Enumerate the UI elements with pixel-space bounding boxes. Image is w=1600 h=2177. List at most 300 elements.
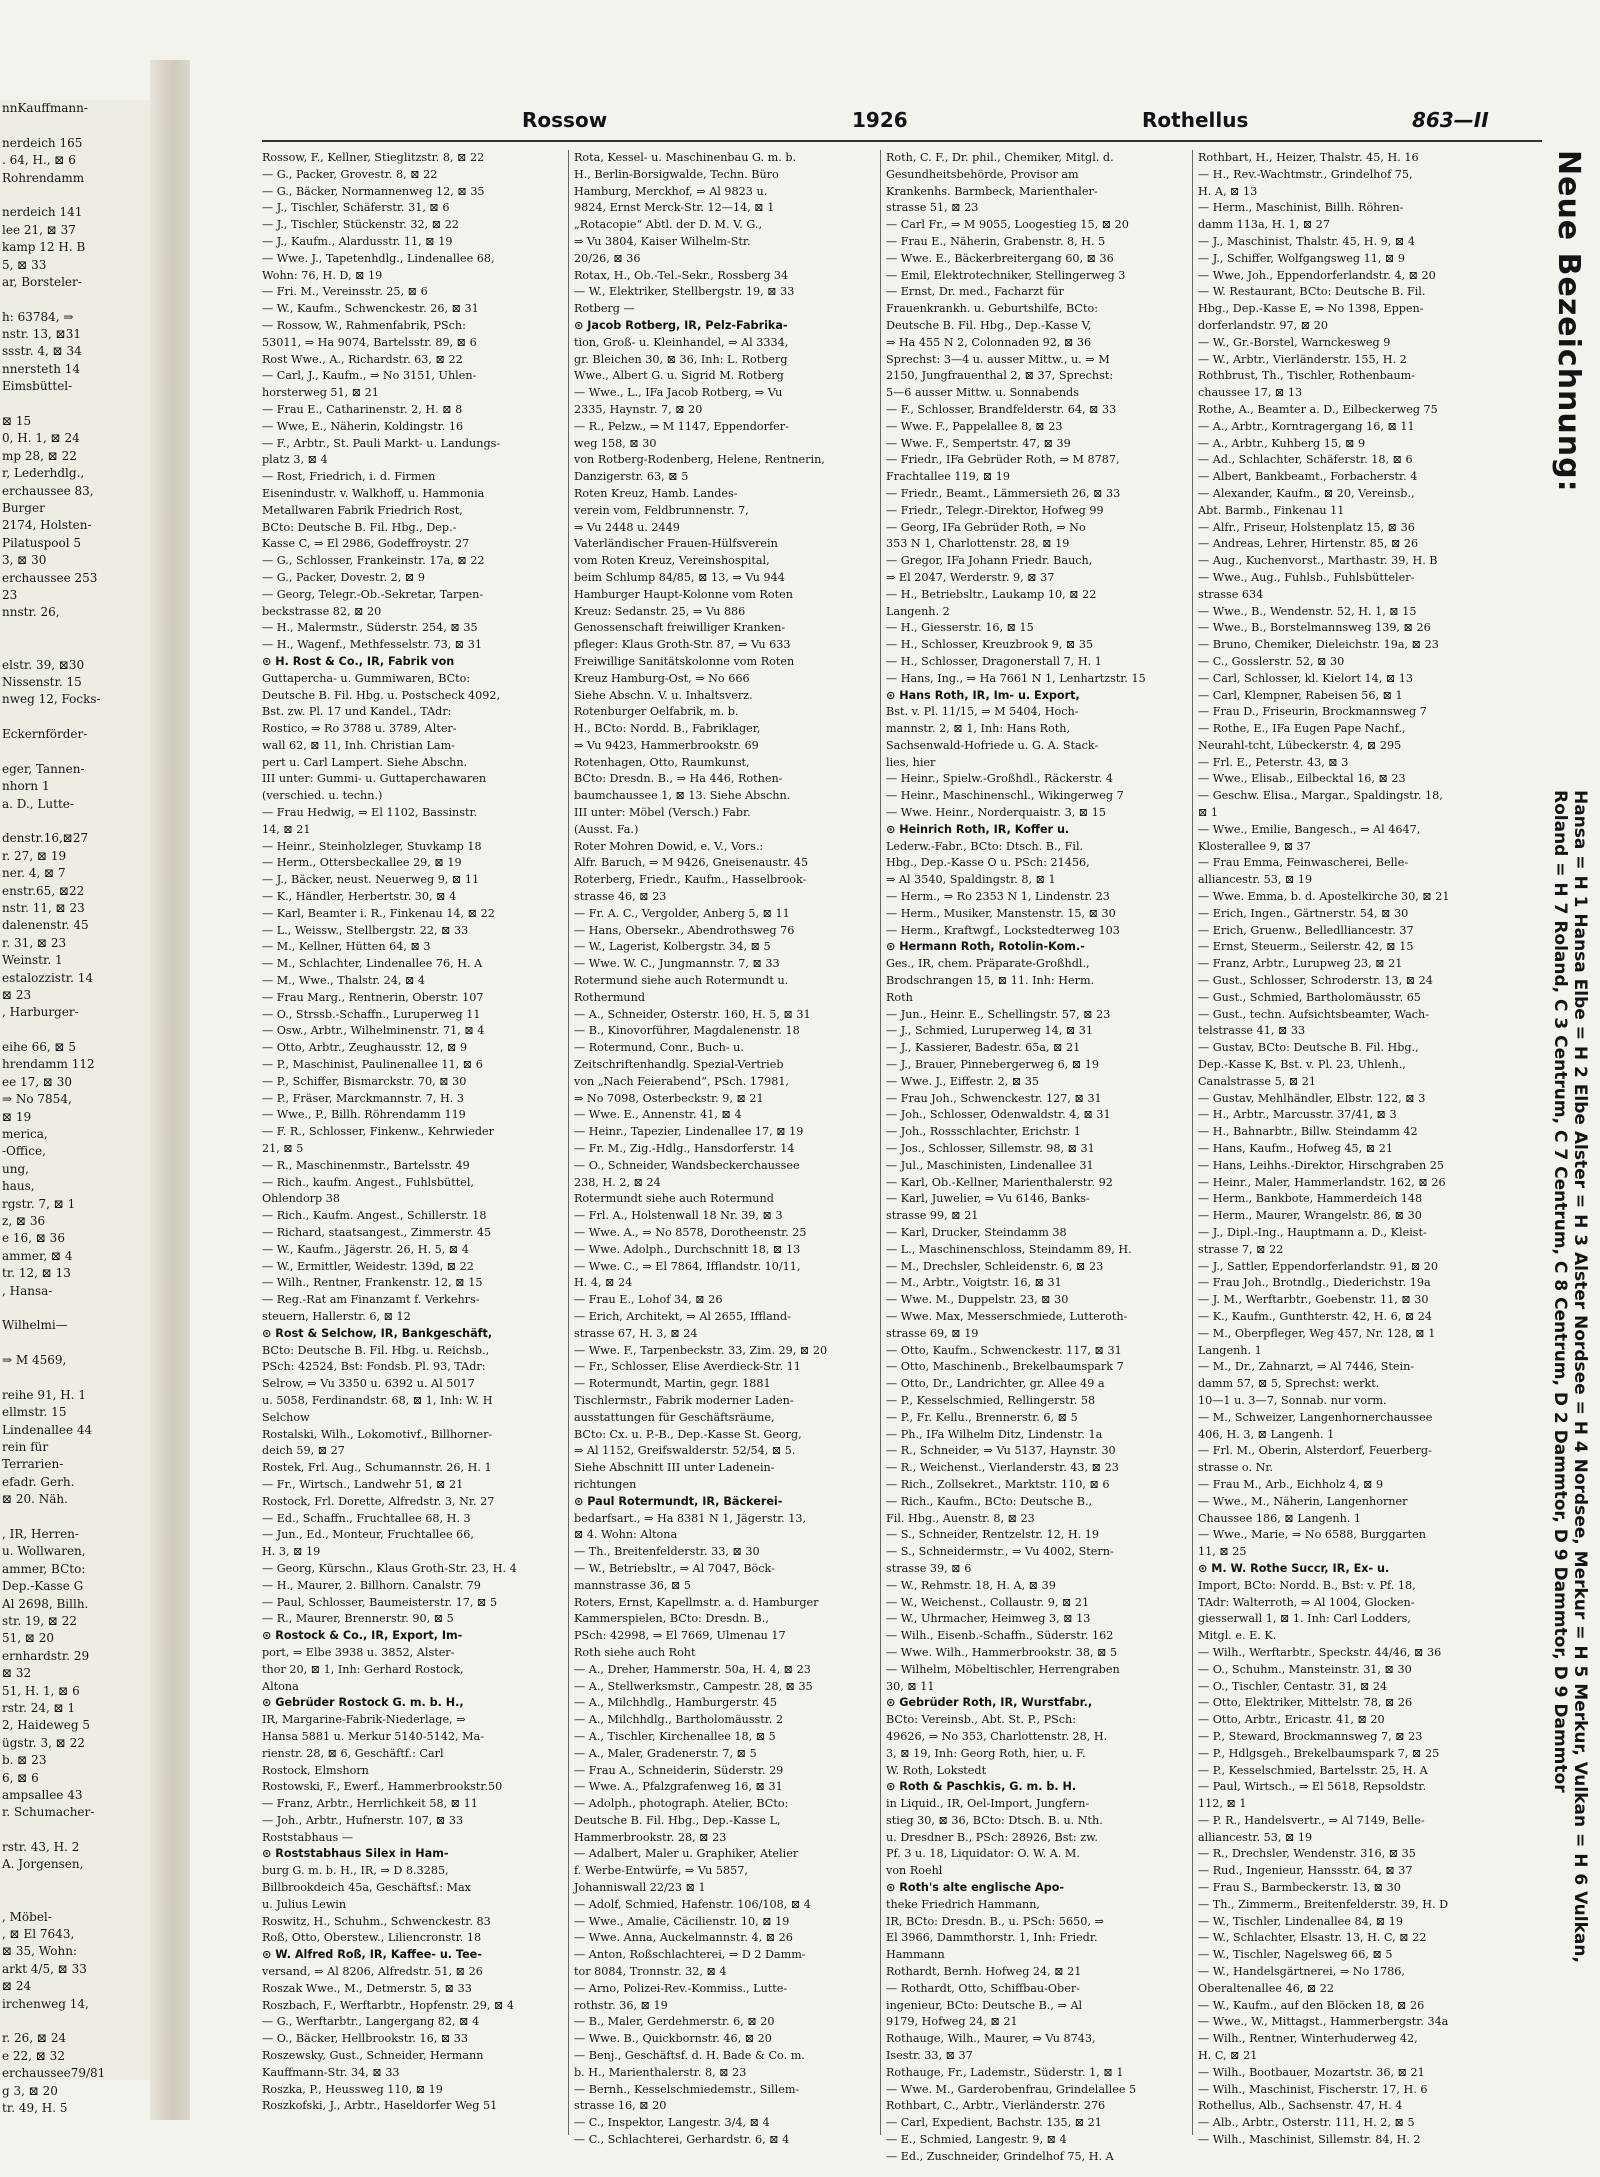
edge-text-line: ampsallee 43 — [2, 1787, 83, 1802]
directory-entry-line: Ges., IR, chem. Präparate-Großhdl., — [886, 957, 1090, 971]
directory-entry-line: — J., Schmied, Luruperweg 14, ⊠ 31 — [886, 1024, 1093, 1038]
edge-text-line: 0, H. 1, ⊠ 24 — [2, 431, 80, 446]
directory-entry-line: — J., Tischler, Stückenstr. 32, ⊠ 22 — [262, 218, 459, 232]
directory-entry-line: Billbrookdeich 45a, Geschäftsf.: Max — [262, 1881, 471, 1895]
directory-entry-line: — Rossow, W., Rahmenfabrik, PSch: — [262, 318, 466, 332]
directory-entry-line: TAdr: Walterroth, ⇒ Al 1004, Glocken- — [1198, 1595, 1415, 1609]
directory-column-2 — [574, 150, 881, 2147]
directory-entry-line: Oberaltenallee 46, ⊠ 22 — [1198, 1981, 1335, 1995]
directory-entry-line: El 3966, Dammthorstr. 1, Inh: Friedr. — [886, 1931, 1098, 1945]
directory-entry-line: Rotermundt siehe auch Rotermund — [574, 1192, 774, 1206]
edge-text-line: r. 27, ⊠ 19 — [2, 848, 67, 863]
directory-entry-line: Ohlendorp 38 — [262, 1192, 340, 1206]
edge-text-line: r. 26, ⊠ 24 — [2, 2031, 67, 2046]
directory-entry-line: — Wilh., Rentner, Winterhuderweg 42, — [1198, 2032, 1418, 2046]
edge-text-line: tr. 49, H. 5 — [2, 2100, 68, 2115]
directory-entry-line: — Adalbert, Maler u. Graphiker, Atelier — [574, 1847, 799, 1861]
directory-entry-line: pfleger: Klaus Groth-Str. 87, ⇒ Vu 633 — [574, 638, 791, 652]
edge-text-line: arkt 4/5, ⊠ 33 — [2, 1961, 87, 1976]
directory-entry-line: — J., Dipl.-Ing., Hauptmann a. D., Kleist- — [1198, 1226, 1427, 1239]
directory-entry-line: Guttapercha- u. Gummiwaren, BCto: — [262, 671, 471, 685]
edge-text-line: rstr. 24, ⊠ 1 — [2, 1700, 76, 1715]
edge-text-line: nnstr. 26, — [2, 605, 60, 620]
directory-entry-line: — Hans, Ing., ⇒ Ha 7661 N 1, Lenhartzstr. 15 — [886, 671, 1146, 685]
directory-entry-line: — Herm., Maschinist, Billh. Röhren- — [1198, 201, 1404, 215]
edge-text-line: ellmstr. 15 — [2, 1405, 67, 1420]
directory-entry-line: 20/26, ⊠ 36 — [574, 251, 641, 265]
directory-entry-line: Rota, Kessel- u. Maschinenbau G. m. b. — [574, 151, 797, 164]
directory-entry-line: tion, Groß- u. Kleinhandel, ⇒ Al 3334, — [574, 335, 789, 349]
directory-entry-line: Hbg., Dep.-Kasse E, ⇒ No 1398, Eppen- — [1198, 302, 1424, 316]
directory-entry-line: — J., Schiffer, Wolfgangsweg 11, ⊠ 9 — [1198, 251, 1405, 265]
edge-text-line — [0, 813, 150, 830]
directory-entry-line: platz 3, ⊠ 4 — [262, 453, 328, 467]
directory-entry-line: — Alfr., Friseur, Holstenplatz 15, ⊠ 36 — [1198, 520, 1415, 534]
directory-entry-line: Rotermund siehe auch Rotermundt u. — [574, 974, 789, 988]
edge-text-line: g 3, ⊠ 20 — [2, 2083, 58, 2098]
directory-entry-line: — Bruno, Chemiker, Dieleichstr. 19a, ⊠ 23 — [1198, 638, 1439, 652]
directory-entry-line: Rotenburger Oelfabrik, m. b. — [574, 705, 739, 719]
directory-entry-line: — Hans, Obersekr., Abendrothsweg 76 — [574, 923, 795, 937]
directory-entry-line: ⊙ M. W. Rothe Succr, IR, Ex- u. — [1198, 1561, 1390, 1575]
directory-entry-line: — Fri. M., Vereinsstr. 25, ⊠ 6 — [262, 285, 428, 299]
edge-text-line: str. 19, ⊠ 22 — [2, 1613, 78, 1628]
directory-entry-line: Roszka, P., Heussweg 110, ⊠ 19 — [262, 2082, 443, 2096]
directory-entry-line: Rothauge, Wilh., Maurer, ⇒ Vu 8743, — [886, 2032, 1096, 2046]
directory-entry-line: — P., Fr. Kellu., Brennerstr. 6, ⊠ 5 — [886, 1410, 1078, 1424]
directory-entry-line: — G., Werftarbtr., Langergang 82, ⊠ 4 — [262, 2015, 480, 2029]
directory-entry-line: Hamburg, Merckhof, ⇒ Al 9823 u. — [574, 184, 768, 198]
edge-text-line: ⊠ 35, Wohn: — [2, 1944, 78, 1959]
directory-entry-line: — F. R., Schlosser, Finkenw., Kehrwieder — [262, 1125, 494, 1139]
directory-entry-line: — W., Handelsgärtnerei, ⇒ No 1786, — [1198, 1965, 1405, 1979]
directory-entry-line: ⊠ 1 — [1198, 806, 1219, 820]
directory-entry-line: dorferlandstr. 97, ⊠ 20 — [1198, 318, 1328, 332]
directory-entry-line: — Erich, Gruenw., Belledlliancestr. 37 — [1198, 923, 1414, 937]
directory-entry-line: 9824, Ernst Merck-Str. 12—14, ⊠ 1 — [574, 201, 775, 215]
directory-entry-line: Isestr. 33, ⊠ 37 — [886, 2049, 973, 2063]
directory-entry-line: — A., Schneider, Osterstr. 160, H. 5, ⊠ 31 — [574, 1007, 811, 1021]
directory-entry-line: Metallwaren Fabrik Friedrich Rost, — [262, 503, 463, 517]
directory-entry-line: — Wilhelm, Möbeltischler, Herrengraben — [886, 1662, 1120, 1676]
directory-entry-line: Hbg., Dep.-Kasse O u. PSch: 21456, — [886, 856, 1090, 870]
directory-entry-line: Hansa 5881 u. Merkur 5140-5142, Ma- — [262, 1729, 484, 1743]
directory-entry-line: weg 158, ⊠ 30 — [574, 436, 657, 450]
directory-entry-line: damm 57, ⊠ 5, Sprechst: werkt. — [1198, 1377, 1380, 1391]
directory-entry-line: — Andreas, Lehrer, Hirtenstr. 85, ⊠ 26 — [1198, 537, 1419, 551]
directory-entry-line: — Otto, Arbtr., Ericastr. 41, ⊠ 20 — [1198, 1713, 1385, 1727]
edge-text-line — [0, 1822, 150, 1839]
directory-entry-line: — M., Dr., Zahnarzt, ⇒ Al 7446, Stein- — [1198, 1360, 1415, 1374]
directory-entry-line: — J., Kaufm., Alardusstr. 11, ⊠ 19 — [262, 234, 453, 248]
directory-entry-line: — S., Schneidermstr., ⇒ Vu 4002, Stern- — [886, 1545, 1114, 1559]
directory-entry-line: Langenh. 2 — [886, 604, 950, 618]
directory-entry-line: — Ph., IFa Wilhelm Ditz, Lindenstr. 1a — [886, 1427, 1103, 1441]
directory-entry-line: — W., Lagerist, Kolbergstr. 34, ⊠ 5 — [574, 940, 771, 954]
directory-entry-line: — R., Drechsler, Wendenstr. 316, ⊠ 35 — [1198, 1847, 1416, 1861]
directory-entry-line: — Franz, Arbtr., Lurupweg 23, ⊠ 21 — [1198, 957, 1403, 971]
directory-entry-line: — Wwe. E., Bäckerbreitergang 60, ⊠ 36 — [886, 251, 1114, 265]
directory-entry-line: — W., Arbtr., Vierländerstr. 155, H. 2 — [1198, 352, 1407, 366]
directory-entry-line: — J., Brauer, Pinnebergerweg 6, ⊠ 19 — [886, 1058, 1100, 1072]
directory-entry-line: damm 113a, H. 1, ⊠ 27 — [1198, 218, 1331, 232]
directory-entry-line: steuern, Hallerstr. 6, ⊠ 12 — [262, 1309, 411, 1323]
directory-entry-line: PSch: 42524, Bst: Fondsb. Pl. 93, TAdr: — [262, 1360, 486, 1374]
directory-entry-line: — Ernst, Dr. med., Facharzt für — [886, 285, 1064, 299]
edge-text-line: ⊠ 24 — [2, 1979, 32, 1994]
directory-entry-line: H. A, ⊠ 13 — [1198, 184, 1258, 198]
directory-entry-line: — Wilh., Maschinist, Fischerstr. 17, H. 6 — [1198, 2082, 1428, 2096]
directory-entry-line: Rothauge, Fr., Lademstr., Süderstr. 1, ⊠ 1 — [886, 2065, 1124, 2079]
header-rule — [262, 140, 1542, 142]
directory-entry-line: — Rich., Kaufm. Angest., Schillerstr. 18 — [262, 1209, 487, 1223]
directory-entry-line: — Osw., Arbtr., Wilhelminenstr. 71, ⊠ 4 — [262, 1024, 485, 1038]
directory-entry-line: Gesundheitsbehörde, Provisor am — [886, 167, 1079, 181]
directory-entry-line: Zeitschriftenhandlg. Spezial-Vertrieb — [574, 1058, 784, 1072]
directory-entry-line: telstrasse 41, ⊠ 33 — [1198, 1024, 1306, 1038]
directory-entry-line: — P., Hdlgsgeh., Brekelbaumspark 7, ⊠ 25 — [1198, 1746, 1440, 1760]
edge-text-line — [0, 743, 150, 760]
directory-entry-line: — S., Schneider, Rentzelstr. 12, H. 19 — [886, 1528, 1099, 1542]
directory-entry-line: — Wwe. Emma, b. d. Apostelkirche 30, ⊠ 21 — [1198, 890, 1450, 904]
directory-entry-line: Deutsche B. Fil. Hbg. u. Postscheck 4092, — [262, 688, 501, 702]
directory-entry-line: — C., Schlachterei, Gerhardstr. 6, ⊠ 4 — [574, 2133, 790, 2147]
directory-entry-line: — Wwe. J., Eiffestr. 2, ⊠ 35 — [886, 1074, 1040, 1088]
directory-entry-line: — Friedr., Beamt., Lämmersieth 26, ⊠ 33 — [886, 486, 1121, 500]
directory-entry-line: — Reg.-Rat am Finanzamt f. Verkehrs- — [262, 1293, 480, 1307]
directory-entry-line: — Joh., Arbtr., Hufnerstr. 107, ⊠ 33 — [262, 1813, 464, 1827]
directory-entry-line: 5—6 ausser Mittw. u. Sonnabends — [886, 386, 1079, 400]
directory-entry-line: strasse 69, ⊠ 19 — [886, 1326, 979, 1340]
side-banner-line-2: Roland = H 7 Roland, C 3 Centrum, C 7 Centrum, C 8 Centrum, D 2 Dammtor, D 9 Dammtor, D 9 Dammtor — [1550, 790, 1570, 1793]
directory-entry-line: 406, H. 3, ⊠ Langenh. 1 — [1198, 1427, 1335, 1441]
directory-entry-line: Roter Mohren Dowid, e. V., Vors.: — [574, 839, 764, 853]
directory-entry-line: — P., Kesselschmied, Rellingerstr. 58 — [886, 1393, 1096, 1407]
directory-entry-line: strasse 67, H. 3, ⊠ 24 — [574, 1326, 698, 1340]
directory-entry-line: — Hans, Leihhs.-Direktor, Hirschgraben 25 — [1198, 1158, 1444, 1172]
edge-text-line: r. 31, ⊠ 23 — [2, 935, 67, 950]
directory-entry-line: — Ad., Schlachter, Schäferstr. 18, ⊠ 6 — [1198, 453, 1413, 467]
edge-text-line: hrendamm 112 — [2, 1057, 95, 1072]
directory-entry-line: — B., Maler, Gerdehmerstr. 6, ⊠ 20 — [574, 2015, 775, 2029]
directory-entry-line: Johanniswall 22/23 ⊠ 1 — [574, 1881, 706, 1895]
directory-entry-line: — W., Tischler, Nagelsweg 66, ⊠ 5 — [1198, 1948, 1393, 1962]
directory-entry-line: — Gregor, IFa Johann Friedr. Bauch, — [886, 554, 1093, 568]
directory-entry-line: — R., Schneider, ⇒ Vu 5137, Haynstr. 30 — [886, 1444, 1116, 1458]
directory-entry-line: Import, BCto: Nordd. B., Bst: v. Pf. 18, — [1198, 1578, 1416, 1592]
directory-entry-line: Freiwillige Sanitätskolonne vom Roten — [574, 654, 795, 668]
edge-text-line — [0, 187, 150, 204]
directory-entry-line: — W., Weichenst., Collaustr. 9, ⊠ 21 — [886, 1595, 1090, 1609]
edge-text-line: , Hansa- — [2, 1283, 53, 1298]
directory-entry-line: — Wwe. F., Tarpenbeckstr. 33, Zim. 29, ⊠ 20 — [574, 1343, 828, 1357]
header-left-word: Rossow — [522, 108, 608, 132]
directory-entry-line: Selchow — [262, 1410, 310, 1424]
directory-entry-line: Rostek, Frl. Aug., Schumannstr. 26, H. 1 — [262, 1461, 492, 1475]
edge-text-line — [0, 2013, 150, 2030]
directory-entry-line: Rothellus, Alb., Sachsenstr. 47, H. 4 — [1198, 2099, 1403, 2113]
directory-entry-line: — Wwe., W., Mittagst., Hammerbergstr. 34a — [1198, 2015, 1449, 2029]
edge-text-line: rgstr. 7, ⊠ 1 — [2, 1196, 76, 1211]
directory-entry-line: Chaussee 186, ⊠ Langenh. 1 — [1198, 1511, 1362, 1525]
directory-entry-line: — Otto, Kaufm., Schwenckestr. 117, ⊠ 31 — [886, 1343, 1122, 1357]
directory-column-4 — [1198, 150, 1504, 2147]
directory-entry-line: ⊙ Hans Roth, IR, Im- u. Export, — [886, 688, 1080, 702]
directory-entry-line: — H., Bahnarbtr., Billw. Steindamm 42 — [1198, 1125, 1418, 1139]
directory-entry-line: — A., Tischler, Kirchenallee 18, ⊠ 5 — [574, 1729, 776, 1743]
directory-entry-line: — Rothardt, Otto, Schiffbau-Ober- — [886, 1981, 1080, 1995]
page-header — [262, 108, 1542, 134]
directory-entry-line: — Otto, Arbtr., Zeughausstr. 12, ⊠ 9 — [262, 1041, 468, 1055]
directory-entry-line: — H., Betriebsltr., Laukamp 10, ⊠ 22 — [886, 587, 1097, 601]
directory-entry-line: — P., Steward, Brockmannsweg 7, ⊠ 23 — [1198, 1729, 1423, 1743]
directory-entry-line: — W., Tischler, Lindenallee 84, ⊠ 19 — [1198, 1914, 1403, 1928]
directory-entry-line: — A., Milchhdlg., Bartholomäusstr. 2 — [574, 1713, 784, 1727]
header-year: 1926 — [852, 108, 908, 132]
edge-text-line: reihe 91, H. 1 — [2, 1387, 86, 1402]
directory-entry-line: — M., Schweizer, Langenhornerchaussee — [1198, 1410, 1433, 1424]
directory-entry-line: Genossenschaft freiwilliger Kranken- — [574, 621, 786, 635]
directory-entry-line: — W., Betriebsltr., ⇒ Al 7047, Böck- — [574, 1561, 775, 1575]
edge-text-line — [0, 639, 150, 656]
directory-entry-line: — C., Gosslerstr. 52, ⊠ 30 — [1198, 654, 1345, 668]
directory-entry-line: tor 8084, Tronnstr. 32, ⊠ 4 — [574, 1965, 727, 1979]
edge-text-line: dalenenstr. 45 — [2, 918, 89, 933]
directory-entry-line: — Herm., Ottersbeckallee 29, ⊠ 19 — [262, 856, 462, 870]
edge-text-line — [0, 1335, 150, 1352]
directory-entry-line: — Georg, IFa Gebrüder Roth, ⇒ No — [886, 520, 1086, 534]
edge-text-line: , ⊠ El 7643, — [2, 1927, 75, 1942]
directory-entry-line: — H., Giesserstr. 16, ⊠ 15 — [886, 621, 1034, 635]
edge-text-line: haus, — [2, 1179, 35, 1194]
directory-entry-line: Langenh. 1 — [1198, 1343, 1262, 1357]
directory-entry-line: — O., Schuhm., Mansteinstr. 31, ⊠ 30 — [1198, 1662, 1412, 1676]
directory-entry-line: Roststabhaus — — [262, 1830, 354, 1844]
directory-entry-line: — J., Sattler, Eppendorferlandstr. 91, ⊠ 20 — [1198, 1259, 1439, 1273]
edge-text-line — [0, 622, 150, 639]
directory-entry-line: — C., Inspektor, Langestr. 3/4, ⊠ 4 — [574, 2116, 770, 2130]
directory-entry-line: verein vom, Feldbrunnenstr. 7, — [574, 503, 749, 517]
directory-entry-line: — A., Maler, Gradenerstr. 7, ⊠ 5 — [574, 1746, 757, 1760]
directory-entry-line: ⊙ Rost & Selchow, IR, Bankgeschäft, — [262, 1326, 493, 1340]
directory-entry-line: — K., Händler, Herbertstr. 30, ⊠ 4 — [262, 890, 457, 904]
directory-entry-line: — Wwe., Elisab., Eilbecktal 16, ⊠ 23 — [1198, 772, 1406, 786]
directory-entry-line: ⇒ Vu 3804, Kaiser Wilhelm-Str. — [574, 234, 751, 248]
directory-entry-line: ⇒ El 2047, Werderstr. 9, ⊠ 37 — [886, 570, 1055, 584]
edge-text-line: Nissenstr. 15 — [2, 674, 82, 689]
directory-entry-line: — H., Arbtr., Marcusstr. 37/41, ⊠ 3 — [1198, 1108, 1397, 1122]
directory-entry-line: Rothe, A., Beamter a. D., Eilbeckerweg 75 — [1198, 402, 1438, 416]
edge-text-line: 51, ⊠ 20 — [2, 1631, 55, 1646]
directory-entry-line: — Fr., Wirtsch., Landwehr 51, ⊠ 21 — [262, 1477, 464, 1491]
directory-entry-line: Roters, Ernst, Kapellmstr. a. d. Hamburger — [574, 1595, 819, 1609]
directory-entry-line: PSch: 42998, ⇒ El 7669, Ulmenau 17 — [574, 1629, 786, 1643]
directory-entry-line: Hamburger Haupt-Kolonne vom Roten — [574, 587, 793, 601]
directory-entry-line: — Carl, J., Kaufm., ⇒ No 3151, Uhlen- — [262, 369, 477, 383]
directory-entry-line: — Wwe. Adolph., Durchschnitt 18, ⊠ 13 — [574, 1242, 801, 1256]
edge-text-line — [0, 1874, 150, 1891]
edge-text-line: eihe 66, ⊠ 5 — [2, 1040, 76, 1055]
directory-entry-line: 49626, ⇒ No 353, Charlottenstr. 28, H. — [886, 1729, 1108, 1743]
directory-entry-line: — Rich., Kaufm., BCto: Deutsche B., — [886, 1494, 1093, 1508]
side-banner-title: Neue Bezeichnung: — [1551, 150, 1586, 493]
directory-entry-line: IR, Margarine-Fabrik-Niederlage, ⇒ — [262, 1713, 466, 1727]
directory-entry-line: — O., Schneider, Wandsbeckerchaussee — [574, 1158, 800, 1172]
directory-entry-line: — P., Kesselschmied, Bartelsstr. 25, H. A — [1198, 1763, 1428, 1777]
directory-entry-line: — A., Arbtr., Kuhberg 15, ⊠ 9 — [1198, 436, 1366, 450]
directory-entry-line: Rostock, Elmshorn — [262, 1763, 369, 1777]
directory-entry-line: Canalstrasse 5, ⊠ 21 — [1198, 1074, 1316, 1088]
directory-entry-line: — Frau Hedwig, ⇒ El 1102, Bassinstr. — [262, 806, 478, 820]
directory-entry-line: Tischlermstr., Fabrik moderner Laden- — [574, 1393, 794, 1407]
directory-entry-line: Hammerbrookstr. 28, ⊠ 23 — [574, 1830, 727, 1844]
directory-entry-line: — W., Schlachter, Elsastr. 13, H. C, ⊠ 22 — [1198, 1931, 1427, 1945]
directory-entry-line: — E., Schmied, Langestr. 9, ⊠ 4 — [886, 2133, 1067, 2147]
directory-entry-line: — Georg, Kürschn., Klaus Groth-Str. 23, H. 4 — [262, 1561, 517, 1575]
directory-entry-line: Roth, C. F., Dr. phil., Chemiker, Mitgl. d. — [886, 151, 1114, 164]
edge-text-line: ⊠ 20. Näh. — [2, 1492, 68, 1507]
edge-text-line: , Möbel- — [2, 1909, 52, 1924]
directory-entry-line: — Herm., ⇒ Ro 2353 N 1, Lindenstr. 23 — [886, 890, 1110, 904]
edge-text-line: . 64, H., ⊠ 6 — [2, 153, 76, 168]
edge-text-line: nerdeich 165 — [2, 135, 83, 150]
edge-text-line: , IR, Herren- — [2, 1527, 79, 1542]
directory-column-1 — [262, 150, 569, 2135]
directory-entry-line: ⊙ Gebrüder Rostock G. m. b. H., — [262, 1696, 464, 1710]
directory-entry-line: ingenieur, BCto: Deutsche B., ⇒ Al — [886, 1998, 1083, 2012]
directory-entry-line: — Herm., Kraftwgf., Lockstedterweg 103 — [886, 923, 1120, 937]
directory-entry-line: beckstrasse 82, ⊠ 20 — [262, 604, 382, 618]
directory-entry-line: — Richard, staatsangest., Zimmerstr. 45 — [262, 1226, 492, 1239]
edge-text-line: ammer, ⊠ 4 — [2, 1248, 73, 1263]
directory-entry-line: — G., Packer, Dovestr. 2, ⊠ 9 — [262, 570, 425, 584]
directory-entry-line: port, ⇒ Elbe 3938 u. 3852, Alster- — [262, 1645, 455, 1659]
edge-text-line: 3, ⊠ 30 — [2, 553, 47, 568]
directory-entry-line: von „Nach Feierabend“, PSch. 17981, — [574, 1074, 789, 1088]
directory-entry-line: — Carl, Schlosser, kl. Kielort 14, ⊠ 13 — [1198, 671, 1414, 685]
edge-text-line: Dep.-Kasse G — [2, 1579, 84, 1594]
directory-entry-line: — Rothe, E., IFa Eugen Pape Nachf., — [1198, 722, 1406, 736]
edge-text-line: Eckernförder- — [2, 727, 88, 742]
directory-entry-line: 353 N 1, Charlottenstr. 28, ⊠ 19 — [886, 537, 1070, 551]
edge-text-line — [0, 1300, 150, 1317]
directory-entry-line: — Heinr., Spielw.-Großhdl., Räckerstr. 4 — [886, 772, 1113, 786]
directory-entry-line: baumchaussee 1, ⊠ 13. Siehe Abschn. — [574, 789, 791, 803]
directory-entry-line: Rothardt, Bernh. Hofweg 24, ⊠ 21 — [886, 1965, 1082, 1979]
directory-entry-line: Rotberg — — [574, 302, 635, 316]
edge-text-line — [0, 1370, 150, 1387]
directory-entry-line: 11, ⊠ 25 — [1198, 1545, 1247, 1559]
directory-entry-line: Frachtallee 119, ⊠ 19 — [886, 470, 1011, 484]
directory-entry-line: — Benj., Geschäftsf. d. H. Bade & Co. m. — [574, 2049, 805, 2063]
directory-entry-line: in Liquid., IR, Oel-Import, Jungfern- — [886, 1797, 1090, 1811]
directory-entry-line: — Frl. A., Holstenwall 18 Nr. 39, ⊠ 3 — [574, 1209, 783, 1223]
directory-entry-line: stieg 30, ⊠ 36, BCto: Dtsch. B. u. Nth. — [886, 1813, 1103, 1827]
edge-text-line: 2, Haideweg 5 — [2, 1718, 91, 1733]
directory-entry-line: H. 4, ⊠ 24 — [574, 1276, 633, 1290]
directory-entry-line: — Erich, Ingen., Gärtnerstr. 54, ⊠ 30 — [1198, 906, 1409, 920]
edge-text-line: tr. 12, ⊠ 13 — [2, 1266, 71, 1281]
directory-entry-line: — Joh., Schlosser, Odenwaldstr. 4, ⊠ 31 — [886, 1108, 1111, 1122]
directory-entry-line: — Alb., Arbtr., Osterstr. 111, H. 2, ⊠ 5 — [1198, 2116, 1415, 2130]
directory-entry-line: Rotax, H., Ob.-Tel.-Sekr., Rossberg 34 — [574, 268, 789, 282]
directory-entry-line: von Roehl — [886, 1864, 943, 1878]
edge-text-line: ner. 4, ⊠ 7 — [2, 866, 66, 881]
directory-entry-line: — A., Arbtr., Korntragergang 16, ⊠ 11 — [1198, 419, 1415, 433]
directory-entry-line: — Wwe., M., Näherin, Langenhorner — [1198, 1494, 1408, 1508]
directory-entry-line: Brodschrangen 15, ⊠ 11. Inh: Herm. — [886, 974, 1095, 988]
directory-entry-line: — M., Drechsler, Schleidenstr. 6, ⊠ 23 — [886, 1259, 1104, 1273]
directory-entry-line: — Wwe. C., ⇒ El 7864, Ifflandstr. 10/11, — [574, 1259, 801, 1273]
directory-entry-line: — L., Maschinenschloss, Steindamm 89, H. — [886, 1242, 1132, 1256]
edge-text-line: ⊠ 19 — [2, 1109, 32, 1124]
directory-entry-line: — Franz, Arbtr., Herrlichkeit 58, ⊠ 11 — [262, 1797, 478, 1811]
directory-entry-line: u. 5058, Ferdinandstr. 68, ⊠ 1, Inh: W. H — [262, 1393, 493, 1407]
edge-text-line — [0, 709, 150, 726]
directory-entry-line: — Wwe. F., Pappelallee 8, ⊠ 23 — [886, 419, 1063, 433]
directory-entry-line: — Adolf, Schmied, Hafenstr. 106/108, ⊠ 4 — [574, 1897, 811, 1911]
directory-entry-line: — Anton, Roßschlachterei, ⇒ D 2 Damm- — [574, 1948, 806, 1962]
edge-text-line: 23 — [2, 587, 18, 602]
edge-text-line: , Harburger- — [2, 1005, 79, 1020]
directory-entry-line: — J., Kassierer, Badestr. 65a, ⊠ 21 — [886, 1041, 1081, 1055]
directory-entry-line: ⊠ 4. Wohn: Altona — [574, 1528, 678, 1542]
directory-entry-line: strasse 634 — [1198, 587, 1264, 601]
directory-entry-line: Altona — [262, 1679, 299, 1693]
directory-entry-line: — Friedr., Telegr.-Direktor, Hofweg 99 — [886, 503, 1104, 517]
directory-entry-line: wall 62, ⊠ 11, Inh. Christian Lam- — [262, 738, 455, 752]
directory-entry-line: — Herm., Musiker, Manstenstr. 15, ⊠ 30 — [886, 906, 1116, 920]
directory-column-3 — [886, 150, 1193, 2163]
directory-entry-line: — J., Tischler, Schäferstr. 31, ⊠ 6 — [262, 201, 450, 215]
directory-entry-line: vom Roten Kreuz, Vereinshospital, — [574, 554, 770, 568]
directory-entry-line: — P., Fräser, Marckmannstr. 7, H. 3 — [262, 1091, 464, 1105]
directory-entry-line: — Wilh., Eisenb.-Schaffn., Süderstr. 162 — [886, 1629, 1114, 1643]
directory-entry-line: — Jul., Maschinisten, Lindenallee 31 — [886, 1158, 1094, 1172]
directory-entry-line: — Wwe, E., Näherin, Koldingstr. 16 — [262, 419, 464, 433]
directory-entry-line: (Ausst. Fa.) — [574, 822, 639, 836]
side-banner-line-1: Hansa = H 1 Hansa Elbe = H 2 Elbe Alster = H 3 Alster Nordsee = H 4 Nordsee, Merkur = H 5 Merkur, Vulkan = H 6 Vulkan, — [1570, 790, 1590, 1963]
directory-entry-line: Rotenhagen, Otto, Raumkunst, — [574, 755, 750, 769]
directory-entry-line: Vaterländischer Frauen-Hülfsverein — [574, 537, 778, 551]
directory-entry-line: — W., Ermittler, Weidestr. 139d, ⊠ 22 — [262, 1259, 474, 1273]
edge-text-line: Terrarien- — [2, 1457, 64, 1472]
directory-entry-line: — Ernst, Steuerm., Seilerstr. 42, ⊠ 15 — [1198, 940, 1414, 954]
directory-entry-line: alliancestr. 53, ⊠ 19 — [1198, 873, 1313, 887]
directory-entry-line: Bst. v. Pl. 11/15, ⇒ M 5404, Hoch- — [886, 705, 1079, 719]
directory-entry-line: — A., Stellwerksmstr., Campestr. 28, ⊠ 35 — [574, 1679, 813, 1693]
directory-entry-line: — Alexander, Kaufm., ⊠ 20, Vereinsb., — [1198, 486, 1415, 500]
directory-entry-line: chaussee 17, ⊠ 13 — [1198, 386, 1303, 400]
directory-entry-line: — A., Dreher, Hammerstr. 50a, H. 4, ⊠ 23 — [574, 1662, 811, 1676]
directory-entry-line: — Wwe. F., Sempertstr. 47, ⊠ 39 — [886, 436, 1071, 450]
directory-entry-line: Rostico, ⇒ Ro 3788 u. 3789, Alter- — [262, 722, 457, 736]
directory-entry-line: — Gust., techn. Aufsichtsbeamter, Wach- — [1198, 1007, 1430, 1021]
directory-entry-line: — Rich., Zollsekret., Marktstr. 110, ⊠ 6 — [886, 1477, 1110, 1491]
edge-text-line: nnersteth 14 — [2, 361, 81, 376]
edge-text-line: Eimsbüttel- — [2, 379, 73, 394]
edge-text-line: r, Lederhdlg., — [2, 466, 85, 481]
directory-entry-line: — H., Schlosser, Dragonerstall 7, H. 1 — [886, 654, 1102, 668]
directory-entry-line: — Wilh., Bootbauer, Mozartstr. 36, ⊠ 21 — [1198, 2065, 1425, 2079]
edge-text-line — [0, 117, 150, 134]
directory-entry-line: — Wwe. Max, Messerschmiede, Lutteroth- — [886, 1309, 1128, 1323]
directory-entry-line: „Rotacopie“ Abtl. der D. M. V. G., — [574, 218, 763, 232]
directory-entry-line: — Frau S., Barmbeckerstr. 13, ⊠ 30 — [1198, 1881, 1401, 1895]
directory-entry-line: — Karl, Drucker, Steindamm 38 — [886, 1226, 1067, 1239]
edge-text-line: Weinstr. 1 — [2, 953, 63, 968]
directory-entry-line: Kreuz Hamburg-Ost, ⇒ No 666 — [574, 671, 750, 685]
